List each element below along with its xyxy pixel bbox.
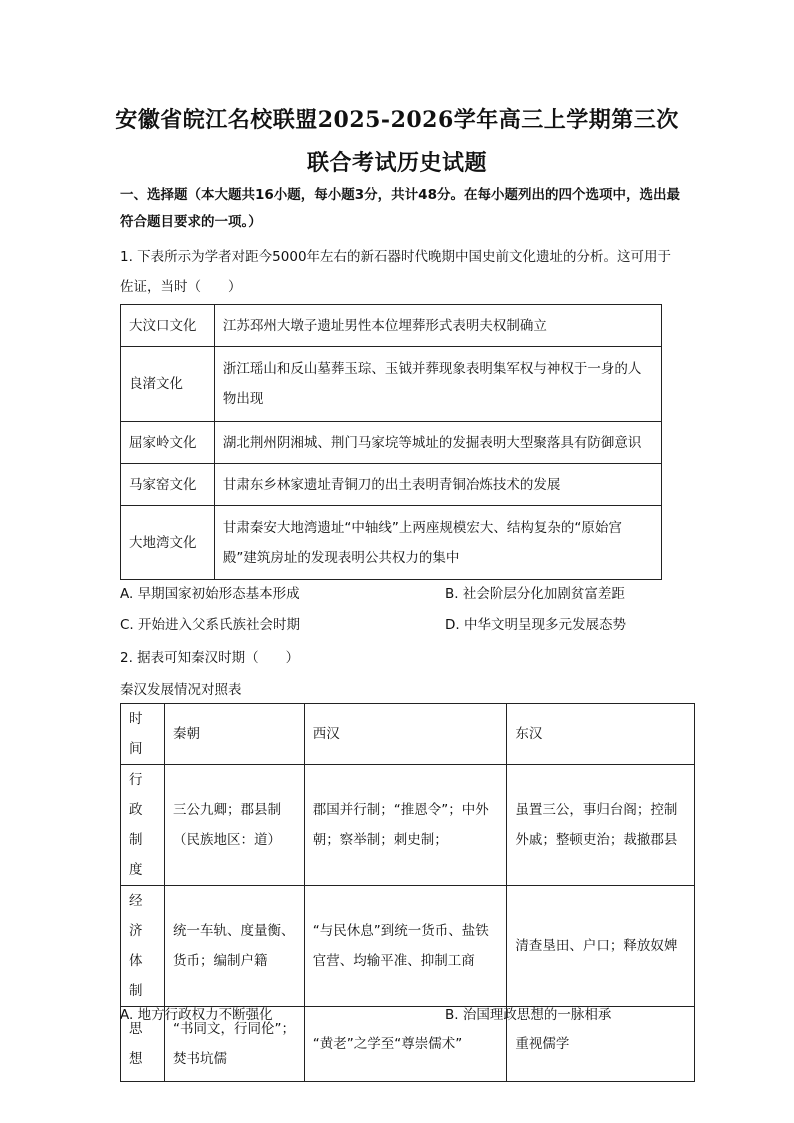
qin-cell: 三公九卿；郡县制（民族地区：道） (164, 765, 304, 886)
question-1-stem: 1. 下表所示为学者对距今5000年左右的新石器时代晚期中国史前文化遗址的分析。这可用于佐证，当时（ ） (120, 249, 672, 295)
donghan-cell: 清查垦田、户口；释放奴婢 (507, 886, 695, 1007)
exam-title-line1: 安徽省皖江名校联盟2025-2026学年高三上学期第三次 (115, 107, 679, 133)
analysis-cell: 甘肃东乡林家遗址青铜刀的出土表明青铜冶炼技术的发展 (214, 464, 661, 506)
header-cell: 时间 (121, 704, 165, 765)
q1-option-b[interactable]: B. 社会阶层分化加剧贫富差距 (445, 586, 625, 602)
q1-option-d[interactable]: D. 中华文明呈现多元发展态势 (445, 617, 626, 633)
qin-cell: “书同文，行同伦”；焚书坑儒 (164, 1007, 304, 1082)
table-row (121, 765, 695, 886)
donghan-cell: 虽置三公，事归台阁；控制外戚；整顿吏治；裁撤郡县 (507, 765, 695, 886)
q2-option-a[interactable]: A. 地方行政权力不断强化 (120, 1007, 273, 1023)
q1-option-a[interactable]: A. 早期国家初始形态基本形成 (120, 586, 300, 602)
analysis-cell: 甘肃秦安大地湾遗址“中轴线”上两座规模宏大、结构复杂的“原始宫殿”建筑房址的发现表明公共权力的集中 (214, 506, 661, 580)
section-heading: 一、选择题（本大题共16小题，每小题3分，共计48分。在每小题列出的四个选项中，选出最符合题目要求的一项。） (120, 187, 680, 230)
q2-table-caption: 秦汉发展情况对照表 (120, 682, 242, 698)
xihan-cell: “与民休息”到统一货币、盐铁官营、均输平准、抑制工商 (304, 886, 507, 1007)
table-row (121, 305, 662, 347)
table-header-row (121, 704, 695, 765)
qin-cell: 统一车轨、度量衡、货币；编制户籍 (164, 886, 304, 1007)
row-label-cell: 经济体制 (121, 886, 165, 1007)
xihan-cell: 郡国并行制；“推恩令”；中外朝；察举制；刺史制； (304, 765, 507, 886)
culture-cell: 大地湾文化 (121, 506, 215, 580)
analysis-cell: 江苏邳州大墩子遗址男性本位埋葬形式表明夫权制确立 (214, 305, 661, 347)
table-row (121, 422, 662, 464)
table-row (121, 347, 662, 422)
row-label-cell: 思想 (121, 1007, 165, 1082)
header-cell: 西汉 (304, 704, 507, 765)
q2-option-b[interactable]: B. 治国理政思想的一脉相承 (445, 1007, 612, 1023)
table-row (121, 506, 662, 580)
table-row (121, 886, 695, 1007)
question-2-stem: 2. 据表可知秦汉时期（ ） (120, 650, 300, 666)
table-row (121, 464, 662, 506)
header-cell: 秦朝 (164, 704, 304, 765)
culture-cell: 大汶口文化 (121, 305, 215, 347)
donghan-cell: 重视儒学 (507, 1007, 695, 1082)
header-cell: 东汉 (507, 704, 695, 765)
culture-cell: 屈家岭文化 (121, 422, 215, 464)
culture-cell: 马家窑文化 (121, 464, 215, 506)
q2-table (120, 703, 695, 1082)
culture-cell: 良渚文化 (121, 347, 215, 422)
q1-table (120, 304, 662, 580)
xihan-cell: “黄老”之学至“尊崇儒术” (304, 1007, 507, 1082)
q1-option-c[interactable]: C. 开始进入父系氏族社会时期 (120, 617, 301, 633)
row-label-cell: 行政制度 (121, 765, 165, 886)
analysis-cell: 湖北荆州阴湘城、荆门马家垸等城址的发掘表明大型聚落具有防御意识 (214, 422, 661, 464)
analysis-cell: 浙江瑶山和反山墓葬玉琮、玉钺并葬现象表明集军权与神权于一身的人物出现 (214, 347, 661, 422)
exam-title-line2: 联合考试历史试题 (306, 150, 487, 176)
